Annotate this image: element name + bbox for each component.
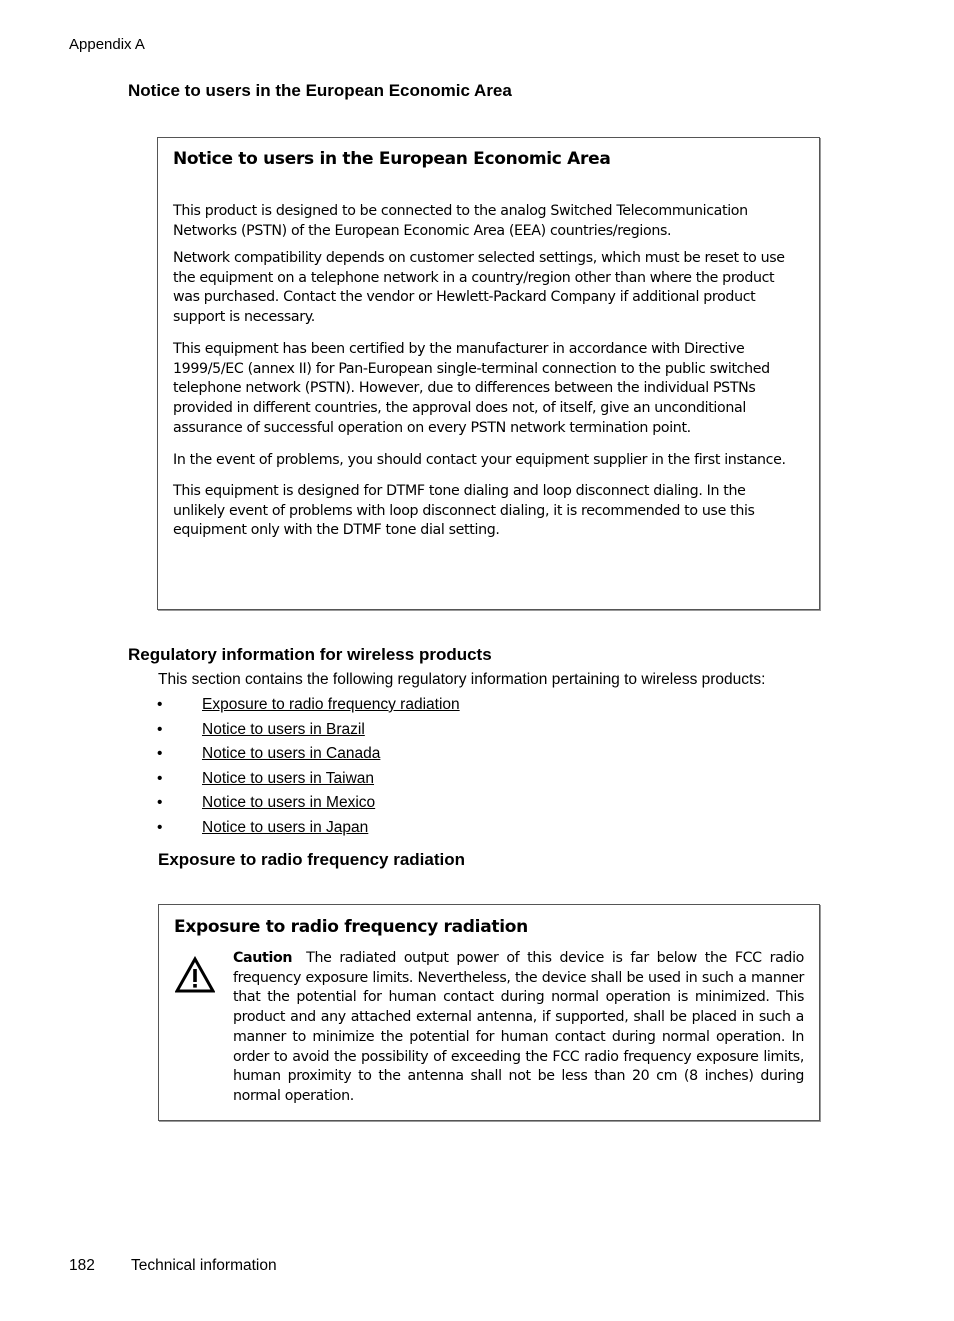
bullet: • [157,818,163,836]
link-notice-canada[interactable]: Notice to users in Canada [202,745,381,763]
rf-box-title: Exposure to radio frequency radiation [174,917,528,937]
eea-paragraph-1: This product is designed to be connected to the analog Switched Telecommunication Networks (PSTN) of the European Economic Area (EEA) countries/regions. [173,203,748,239]
eea-section-heading: Notice to users in the European Economic Area [128,81,512,100]
rf-exposure-box [158,904,820,1121]
eea-box-title: Notice to users in the European Economic Area [173,149,611,169]
eea-paragraph-4: In the event of problems, you should contact your equipment supplier in the first instance. [173,452,786,468]
bullet: • [157,720,163,738]
bullet: • [157,745,163,763]
wireless-intro-text: This section contains the following regulatory information pertaining to wireless products: [158,671,766,688]
caution-label: Caution [233,950,293,966]
link-notice-taiwan[interactable]: Notice to users in Taiwan [202,769,375,787]
link-notice-mexico[interactable]: Notice to users in Mexico [202,794,376,812]
footer-section-label: Technical information [131,1257,277,1274]
link-notice-japan[interactable]: Notice to users in Japan [202,818,369,836]
running-header: Appendix A [69,36,145,53]
page-number: 182 [69,1257,95,1274]
bullet: • [157,794,163,812]
warning-triangle-icon [175,956,215,994]
caution-block [233,949,804,1107]
link-exposure-rf[interactable]: Exposure to radio frequency radiation [202,696,460,713]
bullet: • [157,769,163,787]
caution-text: The radiated output power of this device is far below the FCC radio frequency exposure limits. Nevertheless, the device shall be used in such a manner that the potential for human contact during normal operation is minimized. This product and any attached external antenna, if supported, shall be placed in such a manner to minimize the potential for human contact during normal operation. In order to avoid the possibility of exceeding the FCC radio frequency exposure limits, human proximity to the antenna shall not be less than 20 cm (8 inches) during normal operation. [233,950,804,1104]
bullet: • [157,696,163,713]
eea-notice-box [157,137,820,610]
wireless-section-heading: Regulatory information for wireless products [128,645,492,664]
eea-paragraph-5: This equipment is designed for DTMF tone dialing and loop disconnect dialing. In the unlikely event of problems with loop disconnect dialing, it is recommended to use this equipment only with the DTMF tone dial setting. [173,483,755,539]
eea-paragraph-3: This equipment has been certified by the manufacturer in accordance with Directive 1999/5/EC (annex II) for Pan-European single-terminal connection to the public switched telephone network (PSTN). However, due to differences between the individual PSTNs provided in different countries, the approval does not, of itself, give an unconditional assurance of successful operation on every PSTN network termination point. [173,341,770,436]
link-notice-brazil[interactable]: Notice to users in Brazil [202,720,365,738]
rf-section-heading: Exposure to radio frequency radiation [158,850,466,869]
eea-paragraph-2: Network compatibility depends on customer selected settings, which must be reset to use the equipment on a telephone network in a country/region other than where the product was purchased. Contact the vendor or Hewlett-Packard Company if additional product support is necessary. [173,250,785,326]
